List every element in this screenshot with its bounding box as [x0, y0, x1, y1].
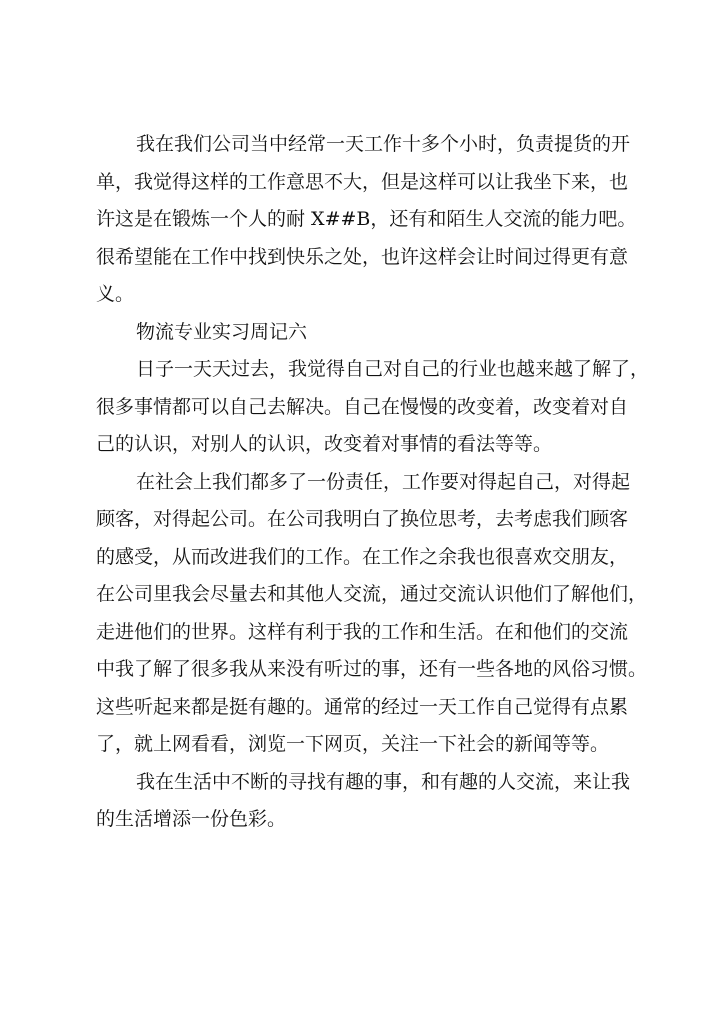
- text-line: 的感受，从而改进我们的工作。在工作之余我也很喜欢交朋友，: [96, 545, 629, 568]
- text-line: 在公司里我会尽量去和其他人交流，通过交流认识他们了解他们，: [96, 583, 648, 605]
- paragraph-4: [96, 764, 636, 839]
- text-line: 在社会上我们都多了一份责任，工作要对得起自己，对得起: [136, 470, 631, 493]
- text-line: 我在我们公司当中经常一天工作十多个小时，负责提货的开: [136, 133, 631, 155]
- text-line: 日子一天天过去，我觉得自己对自己的行业也越来越了解了，: [136, 358, 650, 380]
- text-line: 义。: [96, 283, 135, 305]
- text-line: 了，就上网看看，浏览一下网页，关注一下社会的新闻等等。: [96, 733, 610, 755]
- text-line: 己的认识，对别人的认识，改变着对事情的看法等等。: [96, 433, 553, 455]
- section-heading: [96, 314, 636, 352]
- text-line: 这些听起来都是挺有趣的。通常的经过一天工作自己觉得有点累: [96, 695, 629, 718]
- text-line: 中我了解了很多我从来没有听过的事，还有一些各地的风俗习惯。: [96, 658, 648, 680]
- text-line: 顾客，对得起公司。在公司我明白了换位思考，去考虑我们顾客: [96, 508, 629, 530]
- paragraph-3: [96, 464, 648, 764]
- text-line: 很多事情都可以自己去解决。自己在慢慢的改变着，改变着对自: [96, 395, 629, 418]
- paragraph-2: [96, 351, 650, 464]
- text-line: 走进他们的世界。这样有利于我的工作和生活。在和他们的交流: [96, 620, 629, 643]
- paragraph-1: [96, 126, 636, 314]
- text-line: 许这是在锻炼一个人的耐 X##B，还有和陌生人交流的能力吧。: [96, 208, 637, 230]
- document-body: [96, 126, 650, 839]
- text-line: 我在生活中不断的寻找有趣的事，和有趣的人交流，来让我: [136, 770, 631, 793]
- text-line: 的生活增添一份色彩。: [96, 808, 287, 830]
- text-line: 单，我觉得这样的工作意思不大，但是这样可以让我坐下来，也: [96, 170, 629, 193]
- heading-line: 物流专业实习周记六: [136, 320, 308, 343]
- text-line: 很希望能在工作中找到快乐之处，也许这样会让时间过得更有意: [96, 245, 629, 268]
